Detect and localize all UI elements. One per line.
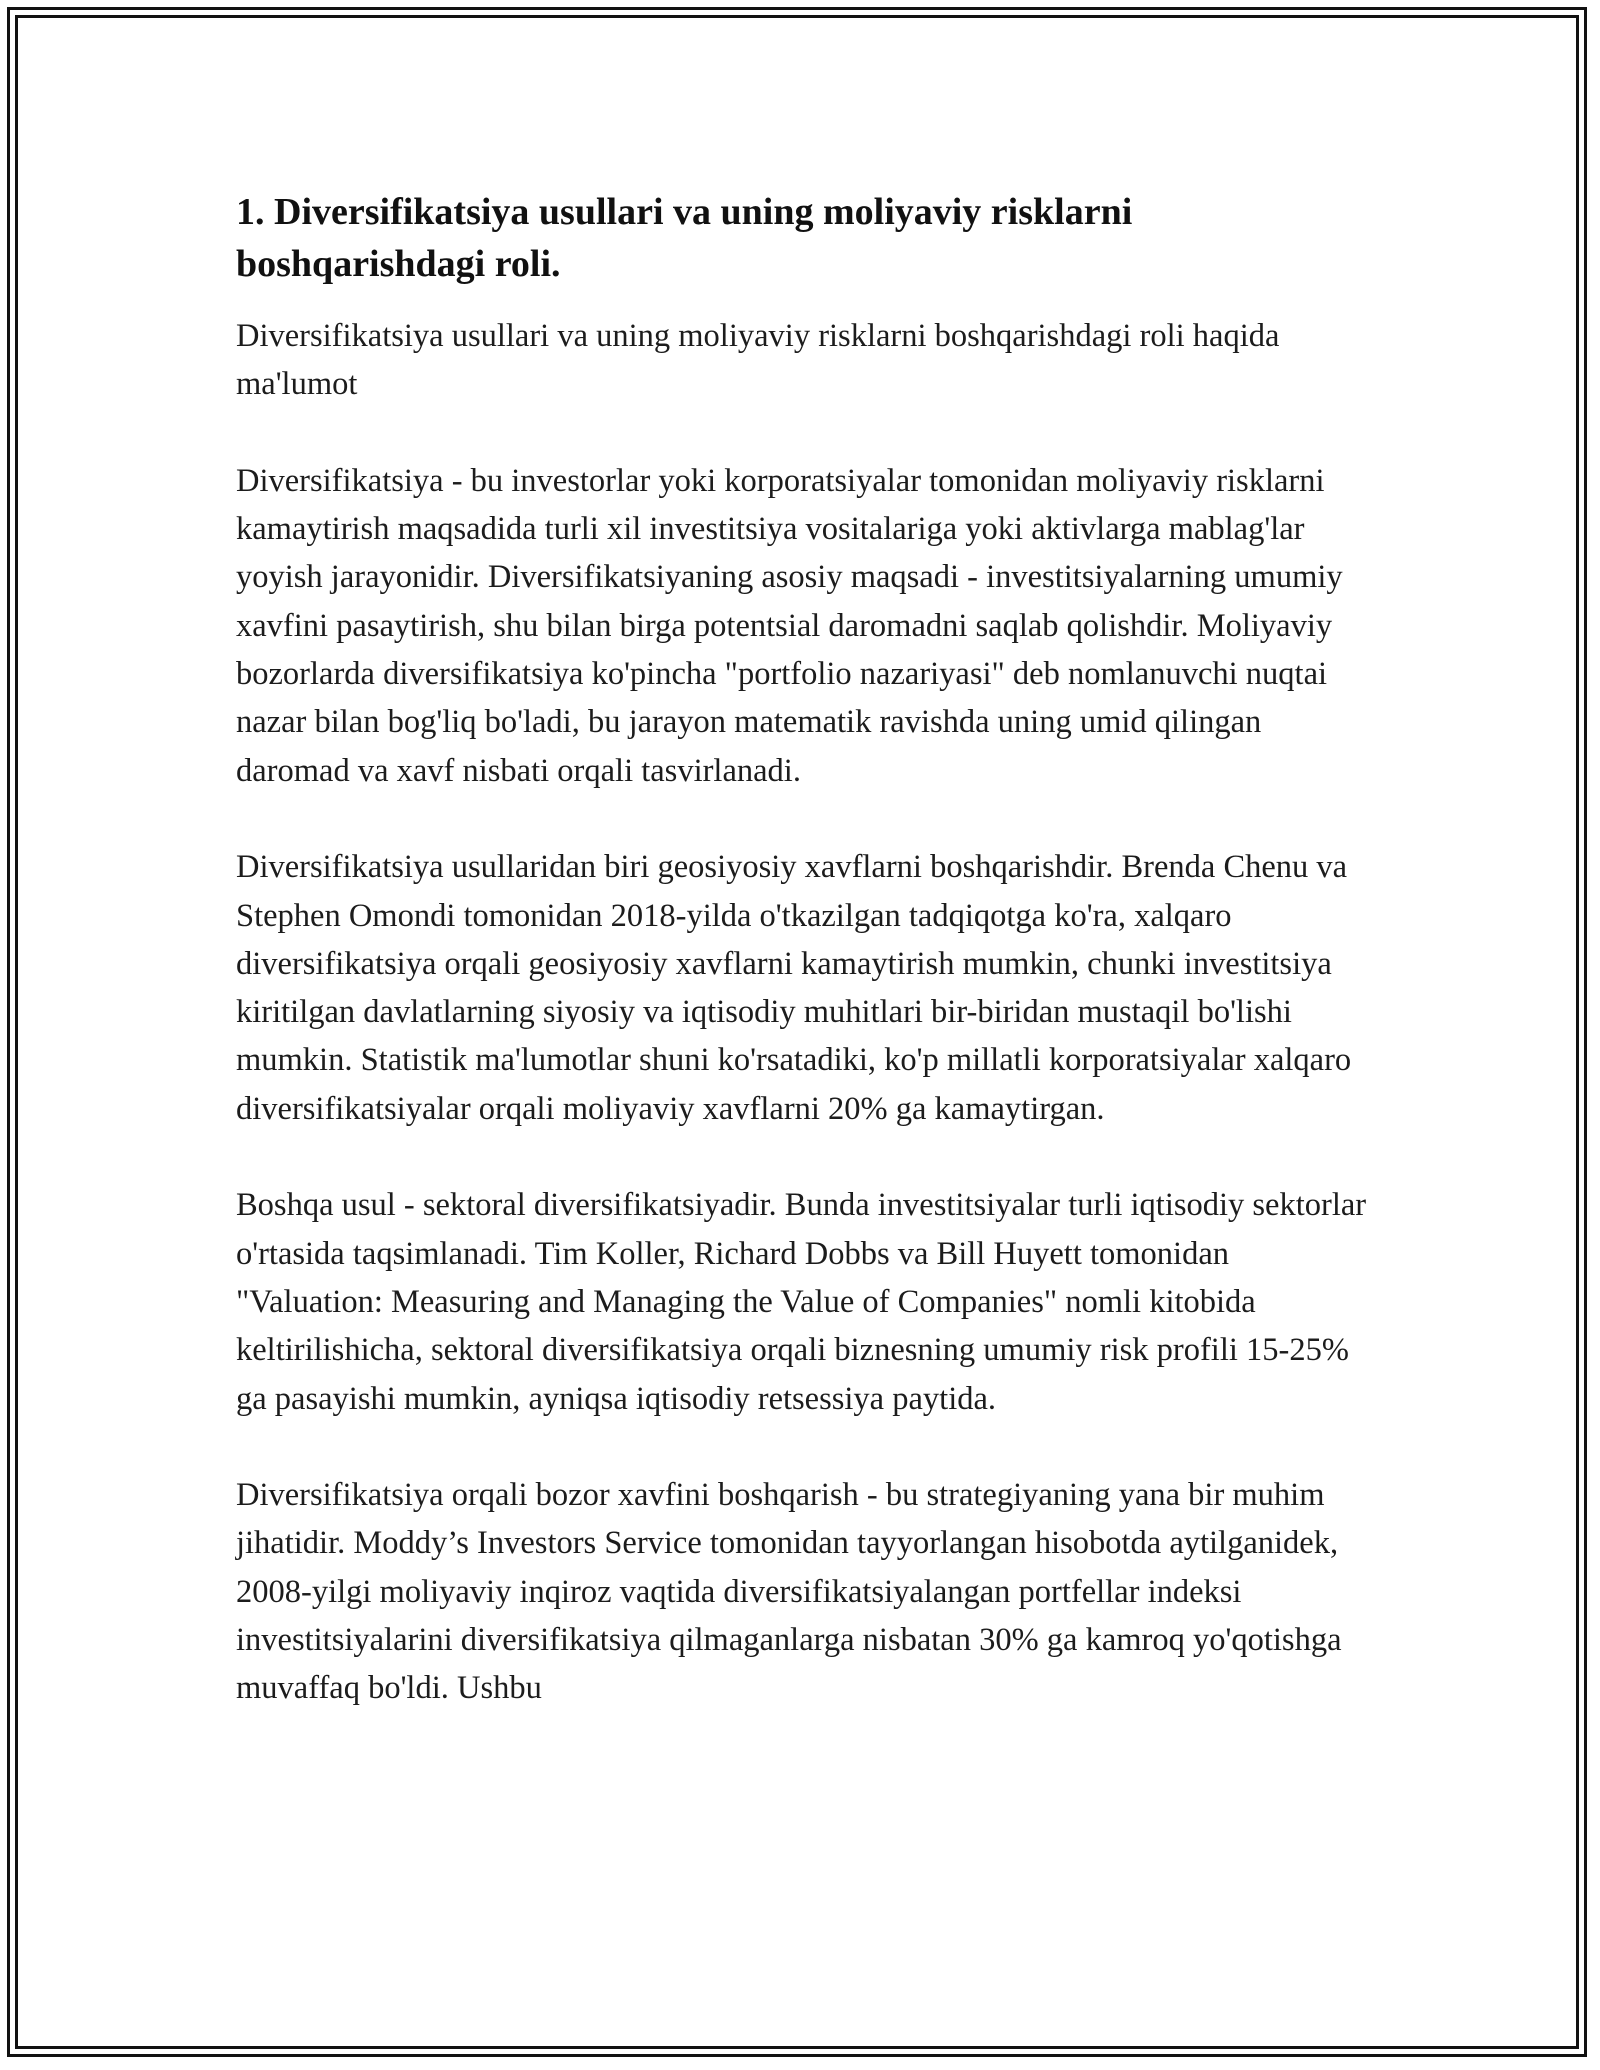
paragraph-intro: Diversifikatsiya usullari va uning moliyaviy risklarni boshqarishdagi roli haqida ma'lumot	[236, 318, 1280, 403]
document-title: 1. Diversifikatsiya usullari va uning moliyaviy risklarni boshqarishdagi roli.	[236, 191, 1133, 285]
document-body	[236, 186, 1376, 1713]
paragraph-geopolitical: Diversifikatsiya usullaridan biri geosiyosiy xavflarni boshqarishdir. Brenda Chenu va Stephen Omondi tomonidan 2018-yilda o'tkazilgan tadqiqotga ko'ra, xalqaro diversifikatsiya orqali geosiyosiy xavflarni kamaytirish mumkin, chunki investitsiya kiritilgan davlatlarning siyosiy va iqtisodiy muhitlari bir-biridan mustaqil bo'lishi mumkin. Statistik ma'lumotlar shuni ko'rsatadiki, ko'p millatli korporatsiyalar xalqaro diversifikatsiyalar orqali moliyaviy xavflarni 20% ga kamaytirgan.	[236, 849, 1352, 1127]
paragraph-definition: Diversifikatsiya - bu investorlar yoki korporatsiyalar tomonidan moliyaviy risklarni kamaytirish maqsadida turli xil investitsiya vositalariga yoki aktivlarga mablag'lar yoyish jarayonidir. Diversifikatsiyaning asosiy maqsadi - investitsiyalarning umumiy xavfini pasaytirish, shu bilan birga potentsial daromadni saqlab qolishdir. Moliyaviy bozorlarda diversifikatsiya ko'pincha "portfolio nazariyasi" deb nomlanuvchi nuqtai nazar bilan bog'liq bo'ladi, bu jarayon matematik ravishda uning umid qilingan daromad va xavf nisbati orqali tasvirlanadi.	[236, 462, 1343, 789]
paragraph-sectoral: Boshqa usul - sektoral diversifikatsiyadir. Bunda investitsiyalar turli iqtisodiy sektorlar o'rtasida taqsimlanadi. Tim Koller, Richard Dobbs va Bill Huyett tomonidan "Valuation: Measuring and Managing the Value of Companies" nomli kitobida keltirilishicha, sektoral diversifikatsiya orqali biznesning umumiy risk profili 15-25% ga pasayishi mumkin, ayniqsa iqtisodiy retsessiya paytida.	[236, 1187, 1367, 1417]
paragraph-market-risk: Diversifikatsiya orqali bozor xavfini boshqarish - bu strategiyaning yana bir muhim jihatidir. Moddy’s Investors Service tomonidan tayyorlangan hisobotda aytilganidek, 2008-yilgi moliyaviy inqiroz vaqtida diversifikatsiyalangan portfellar indeksi investitsiyalarini diversifikatsiya qilmaganlarga nisbatan 30% ga kamroq yo'qotishga muvaffaq bo'ldi. Ushbu	[236, 1477, 1342, 1707]
